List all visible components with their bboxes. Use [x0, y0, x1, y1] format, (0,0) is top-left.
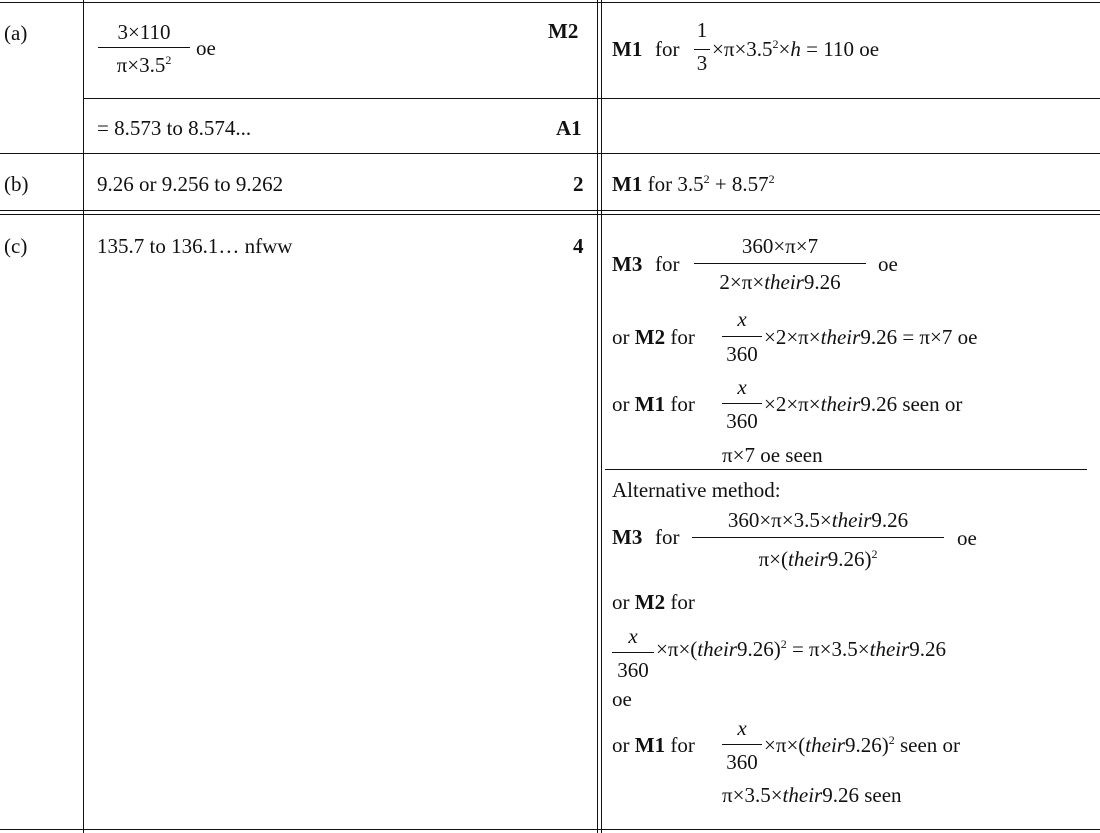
- answer-a-result: = 8.573 to 8.574...: [97, 116, 252, 140]
- guidance-c-m2-frac-num: x: [737, 307, 747, 331]
- guidance-c-m3-for: for: [655, 252, 680, 276]
- answer-a-fraction-denominator: $\pi\times 3.5^2$: [116, 53, 172, 77]
- marks-b: 2: [573, 172, 584, 196]
- part-label-b: (b): [4, 172, 29, 196]
- row-a-bottom-border: [0, 153, 1100, 154]
- guidance-a-frac-bar: [694, 49, 710, 50]
- row-b-bottom-border-2: [0, 214, 1100, 215]
- row-b-bottom-border: [0, 210, 1100, 211]
- guidance-a-for: for: [655, 37, 680, 61]
- alt-m2-oe: oe: [612, 687, 632, 711]
- guidance-c-m3-oe: oe: [878, 252, 898, 276]
- alt-m1-frac-num: x: [737, 716, 747, 740]
- column-divider-2b: [601, 0, 602, 833]
- guidance-c-m1-frac-bar: [722, 403, 762, 404]
- alt-m3-denominator: π×(their9.26)$^2$: [758, 547, 878, 571]
- guidance-c-m3-numerator: 360×π×7: [741, 234, 819, 258]
- part-label-c: (c): [4, 234, 28, 258]
- alt-m1-frac-bar: [722, 744, 762, 745]
- guidance-a-mark: M1: [612, 37, 643, 61]
- guidance-a-frac-den: 3: [696, 51, 708, 75]
- alt-m1-frac-den: 360: [726, 750, 758, 774]
- guidance-a-expression: $\times\pi\times 3.5^2\times h = 110$ oe: [712, 37, 880, 61]
- answer-c: 135.7 to 136.1… nfww: [97, 234, 293, 258]
- alternative-method-divider: [605, 469, 1087, 470]
- guidance-c-m2-frac-bar: [722, 336, 762, 337]
- answer-a-fraction-numerator: 3×110: [117, 20, 171, 44]
- column-divider-1: [83, 0, 84, 833]
- answer-b: 9.26 or 9.256 to 9.262: [97, 172, 284, 196]
- part-label-a: (a): [4, 21, 28, 45]
- row-a-inner-divider: [83, 98, 1100, 99]
- guidance-c-m3-mark: M3: [612, 252, 643, 276]
- alt-m3-fraction-bar: [692, 537, 944, 538]
- alt-m3-mark: M3: [612, 525, 643, 549]
- alt-m1-line2: π×3.5×their9.26 seen: [722, 783, 902, 807]
- marks-c: 4: [573, 234, 584, 258]
- marks-a: M2: [548, 19, 579, 43]
- answer-a-oe: oe: [196, 36, 216, 60]
- answer-a-fraction-bar: [98, 47, 190, 48]
- alt-m3-numerator: 360×π×3.5×their9.26: [727, 508, 909, 532]
- table-top-border: [0, 2, 1100, 3]
- table-bottom-border: [0, 829, 1100, 830]
- guidance-c-m1-frac-num: x: [737, 375, 747, 399]
- alt-m2-frac-num: x: [628, 624, 638, 648]
- alt-m2-frac-den: 360: [617, 658, 649, 682]
- guidance-c-m2-frac-den: 360: [726, 342, 758, 366]
- guidance-c-m1-label: or M1 for: [612, 392, 695, 416]
- guidance-b: M1 for $3.5^2 + 8.57^2$: [612, 172, 775, 196]
- guidance-c-m2-expression: ×2×π×their9.26 = π×7 oe: [764, 325, 978, 349]
- column-divider-2: [597, 0, 598, 833]
- alt-m1-label: or M1 for: [612, 733, 695, 757]
- guidance-c-m1-line2: π×7 oe seen: [722, 443, 823, 467]
- alternative-method-title: Alternative method:: [612, 478, 781, 502]
- marks-a-accuracy: A1: [556, 116, 582, 140]
- alt-m1-expression: ×π×(their9.26)$^2$ seen or: [764, 733, 961, 757]
- alt-m2-expression: ×π×(their9.26)$^2$ = π×3.5×their9.26: [656, 637, 947, 661]
- guidance-c-m1-frac-den: 360: [726, 409, 758, 433]
- alt-m2-frac-bar: [612, 652, 654, 653]
- guidance-c-m2-label: or M2 for: [612, 325, 695, 349]
- alt-m3-oe: oe: [957, 526, 977, 550]
- guidance-c-m3-fraction-bar: [694, 263, 866, 264]
- alt-m3-for: for: [655, 525, 680, 549]
- guidance-a-frac-num: 1: [696, 18, 708, 42]
- guidance-c-m1-expression: ×2×π×their9.26 seen or: [764, 392, 963, 416]
- alt-m2-label: or M2 for: [612, 590, 695, 614]
- guidance-c-m3-denominator: 2×π×their9.26: [719, 270, 841, 294]
